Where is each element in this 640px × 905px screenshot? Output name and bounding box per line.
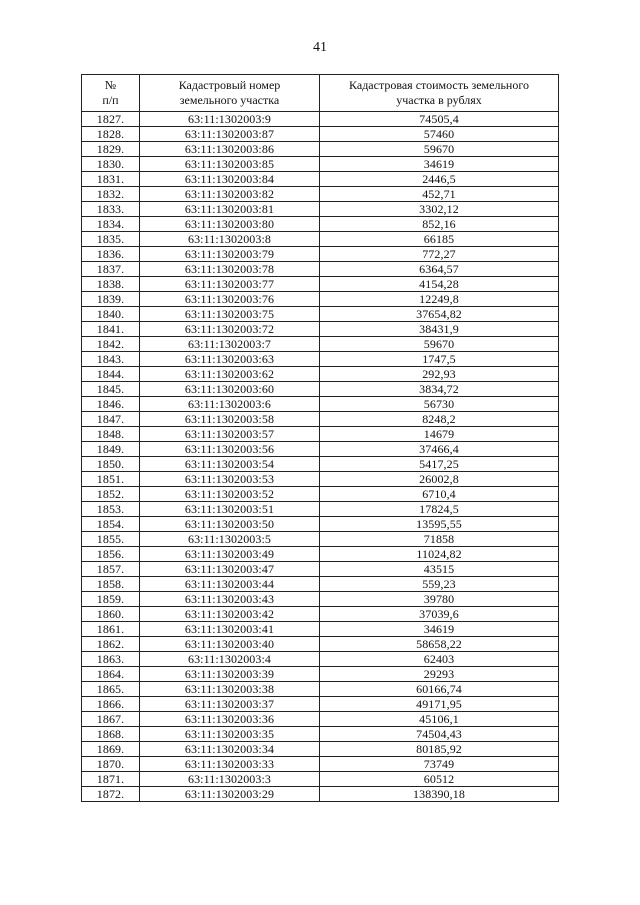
cadastral-value-cell: 6710,4 [320, 487, 559, 502]
row-number-cell: 1848. [82, 427, 140, 442]
row-number-cell: 1871. [82, 772, 140, 787]
page-number: 41 [313, 40, 327, 55]
header-cadastral-value [320, 75, 559, 112]
cadastral-number-cell: 63:11:1302003:47 [140, 562, 320, 577]
row-number-cell: 1832. [82, 187, 140, 202]
table-row [82, 652, 559, 667]
row-number-cell: 1839. [82, 292, 140, 307]
row-number-cell: 1866. [82, 697, 140, 712]
cadastral-value-cell: 8248,2 [320, 412, 559, 427]
cadastral-number-cell: 63:11:1302003:33 [140, 757, 320, 772]
cadastral-number-cell: 63:11:1302003:77 [140, 277, 320, 292]
row-number-cell: 1851. [82, 472, 140, 487]
cadastral-value-cell: 60512 [320, 772, 559, 787]
table-header [82, 75, 559, 112]
row-number-cell: 1843. [82, 352, 140, 367]
table-row [82, 667, 559, 682]
table-row [82, 172, 559, 187]
cadastral-value-cell: 43515 [320, 562, 559, 577]
cadastral-value-cell: 138390,18 [320, 787, 559, 802]
table-row [82, 787, 559, 802]
row-number-cell: 1863. [82, 652, 140, 667]
cadastral-number-cell: 63:11:1302003:43 [140, 592, 320, 607]
cadastral-number-cell: 63:11:1302003:82 [140, 187, 320, 202]
row-number-cell: 1864. [82, 667, 140, 682]
row-number-cell: 1833. [82, 202, 140, 217]
cadastral-number-cell: 63:11:1302003:8 [140, 232, 320, 247]
header-cadastral-number-line1: Кадастровый номер [178, 78, 281, 92]
cadastral-number-cell: 63:11:1302003:56 [140, 442, 320, 457]
table-row [82, 217, 559, 232]
cadastral-number-cell: 63:11:1302003:87 [140, 127, 320, 142]
row-number-cell: 1837. [82, 262, 140, 277]
row-number-cell: 1849. [82, 442, 140, 457]
table-row [82, 247, 559, 262]
row-number-cell: 1834. [82, 217, 140, 232]
table-row [82, 472, 559, 487]
table-row [82, 532, 559, 547]
table-row [82, 187, 559, 202]
cadastral-number-cell: 63:11:1302003:80 [140, 217, 320, 232]
cadastral-value-cell: 74505,4 [320, 112, 559, 127]
cadastral-number-cell: 63:11:1302003:38 [140, 682, 320, 697]
table-row [82, 427, 559, 442]
cadastral-number-cell: 63:11:1302003:53 [140, 472, 320, 487]
cadastral-number-cell: 63:11:1302003:52 [140, 487, 320, 502]
cadastral-value-cell: 62403 [320, 652, 559, 667]
cadastral-number-cell: 63:11:1302003:41 [140, 622, 320, 637]
cadastral-value-cell: 14679 [320, 427, 559, 442]
cadastral-number-cell: 63:11:1302003:79 [140, 247, 320, 262]
cadastral-value-cell: 11024,82 [320, 547, 559, 562]
table-row [82, 622, 559, 637]
table-row [82, 262, 559, 277]
cadastral-value-cell: 3834,72 [320, 382, 559, 397]
header-row-number-line1: № [104, 78, 117, 92]
cadastral-value-cell: 56730 [320, 397, 559, 412]
header-row-number [82, 75, 140, 112]
table-row [82, 142, 559, 157]
row-number-cell: 1868. [82, 727, 140, 742]
cadastral-value-cell: 5417,25 [320, 457, 559, 472]
row-number-cell: 1840. [82, 307, 140, 322]
cadastral-value-cell: 49171,95 [320, 697, 559, 712]
row-number-cell: 1869. [82, 742, 140, 757]
row-number-cell: 1835. [82, 232, 140, 247]
table-row [82, 292, 559, 307]
cadastral-number-cell: 63:11:1302003:54 [140, 457, 320, 472]
row-number-cell: 1845. [82, 382, 140, 397]
cadastral-value-table [81, 74, 559, 802]
row-number-cell: 1852. [82, 487, 140, 502]
cadastral-value-cell: 17824,5 [320, 502, 559, 517]
row-number-cell: 1860. [82, 607, 140, 622]
cadastral-value-cell: 292,93 [320, 367, 559, 382]
table-row [82, 712, 559, 727]
table-row [82, 727, 559, 742]
row-number-cell: 1827. [82, 112, 140, 127]
cadastral-value-cell: 1747,5 [320, 352, 559, 367]
cadastral-value-cell: 59670 [320, 337, 559, 352]
cadastral-number-cell: 63:11:1302003:9 [140, 112, 320, 127]
cadastral-number-cell: 63:11:1302003:86 [140, 142, 320, 157]
table-row [82, 637, 559, 652]
table-row [82, 322, 559, 337]
cadastral-value-cell: 29293 [320, 667, 559, 682]
row-number-cell: 1861. [82, 622, 140, 637]
table-row [82, 337, 559, 352]
table-row [82, 442, 559, 457]
cadastral-number-cell: 63:11:1302003:58 [140, 412, 320, 427]
row-number-cell: 1859. [82, 592, 140, 607]
cadastral-number-cell: 63:11:1302003:84 [140, 172, 320, 187]
cadastral-number-cell: 63:11:1302003:4 [140, 652, 320, 667]
cadastral-value-cell: 37466,4 [320, 442, 559, 457]
header-cadastral-number [140, 75, 320, 112]
cadastral-number-cell: 63:11:1302003:42 [140, 607, 320, 622]
cadastral-value-cell: 73749 [320, 757, 559, 772]
cadastral-number-cell: 63:11:1302003:51 [140, 502, 320, 517]
cadastral-value-cell: 38431,9 [320, 322, 559, 337]
cadastral-number-cell: 63:11:1302003:81 [140, 202, 320, 217]
table-row [82, 577, 559, 592]
cadastral-value-cell: 12249,8 [320, 292, 559, 307]
cadastral-number-cell: 63:11:1302003:44 [140, 577, 320, 592]
header-cadastral-number-line2: земельного участка [179, 93, 280, 107]
cadastral-number-cell: 63:11:1302003:7 [140, 337, 320, 352]
cadastral-number-cell: 63:11:1302003:39 [140, 667, 320, 682]
row-number-cell: 1857. [82, 562, 140, 577]
cadastral-number-cell: 63:11:1302003:3 [140, 772, 320, 787]
row-number-cell: 1870. [82, 757, 140, 772]
row-number-cell: 1865. [82, 682, 140, 697]
cadastral-number-cell: 63:11:1302003:40 [140, 637, 320, 652]
cadastral-number-cell: 63:11:1302003:36 [140, 712, 320, 727]
row-number-cell: 1836. [82, 247, 140, 262]
row-number-cell: 1842. [82, 337, 140, 352]
row-number-cell: 1846. [82, 397, 140, 412]
cadastral-number-cell: 63:11:1302003:49 [140, 547, 320, 562]
row-number-cell: 1862. [82, 637, 140, 652]
header-cadastral-value-line1: Кадастровая стоимость земельного [349, 78, 529, 92]
row-number-cell: 1841. [82, 322, 140, 337]
cadastral-number-cell: 63:11:1302003:63 [140, 352, 320, 367]
row-number-cell: 1829. [82, 142, 140, 157]
row-number-cell: 1856. [82, 547, 140, 562]
table-row [82, 487, 559, 502]
cadastral-value-cell: 2446,5 [320, 172, 559, 187]
cadastral-number-cell: 63:11:1302003:6 [140, 397, 320, 412]
cadastral-number-cell: 63:11:1302003:37 [140, 697, 320, 712]
cadastral-number-cell: 63:11:1302003:62 [140, 367, 320, 382]
row-number-cell: 1828. [82, 127, 140, 142]
table-row [82, 772, 559, 787]
cadastral-value-cell: 71858 [320, 532, 559, 547]
table-row [82, 697, 559, 712]
cadastral-value-cell: 39780 [320, 592, 559, 607]
table-row [82, 367, 559, 382]
cadastral-number-cell: 63:11:1302003:57 [140, 427, 320, 442]
cadastral-number-cell: 63:11:1302003:78 [140, 262, 320, 277]
cadastral-value-cell: 59670 [320, 142, 559, 157]
table-row [82, 397, 559, 412]
cadastral-value-cell: 37654,82 [320, 307, 559, 322]
row-number-cell: 1831. [82, 172, 140, 187]
row-number-cell: 1844. [82, 367, 140, 382]
cadastral-value-cell: 37039,6 [320, 607, 559, 622]
cadastral-value-cell: 58658,22 [320, 637, 559, 652]
cadastral-value-cell: 772,27 [320, 247, 559, 262]
row-number-cell: 1847. [82, 412, 140, 427]
cadastral-value-cell: 80185,92 [320, 742, 559, 757]
table-row [82, 112, 559, 127]
table-row [82, 517, 559, 532]
table-row [82, 157, 559, 172]
cadastral-value-cell: 45106,1 [320, 712, 559, 727]
table-row [82, 127, 559, 142]
row-number-cell: 1872. [82, 787, 140, 802]
row-number-cell: 1854. [82, 517, 140, 532]
table-row [82, 607, 559, 622]
cadastral-value-cell: 3302,12 [320, 202, 559, 217]
table-row [82, 412, 559, 427]
cadastral-number-cell: 63:11:1302003:75 [140, 307, 320, 322]
cadastral-value-cell: 34619 [320, 622, 559, 637]
cadastral-value-cell: 559,23 [320, 577, 559, 592]
cadastral-value-cell: 57460 [320, 127, 559, 142]
table-row [82, 592, 559, 607]
row-number-cell: 1867. [82, 712, 140, 727]
cadastral-value-cell: 34619 [320, 157, 559, 172]
cadastral-value-cell: 452,71 [320, 187, 559, 202]
cadastral-number-cell: 63:11:1302003:35 [140, 727, 320, 742]
row-number-cell: 1850. [82, 457, 140, 472]
cadastral-value-cell: 852,16 [320, 217, 559, 232]
cadastral-value-cell: 60166,74 [320, 682, 559, 697]
table-row [82, 202, 559, 217]
table-row [82, 277, 559, 292]
table-row [82, 352, 559, 367]
cadastral-number-cell: 63:11:1302003:5 [140, 532, 320, 547]
cadastral-number-cell: 63:11:1302003:34 [140, 742, 320, 757]
row-number-cell: 1830. [82, 157, 140, 172]
cadastral-value-cell: 6364,57 [320, 262, 559, 277]
cadastral-number-cell: 63:11:1302003:85 [140, 157, 320, 172]
cadastral-value-cell: 26002,8 [320, 472, 559, 487]
cadastral-number-cell: 63:11:1302003:76 [140, 292, 320, 307]
table-row [82, 682, 559, 697]
table-row [82, 742, 559, 757]
header-row [82, 75, 559, 112]
cadastral-number-cell: 63:11:1302003:29 [140, 787, 320, 802]
table-body [82, 112, 559, 802]
cadastral-value-cell: 74504,43 [320, 727, 559, 742]
table-row [82, 757, 559, 772]
cadastral-value-cell: 4154,28 [320, 277, 559, 292]
table-row [82, 502, 559, 517]
cadastral-number-cell: 63:11:1302003:50 [140, 517, 320, 532]
table-row [82, 457, 559, 472]
cadastral-number-cell: 63:11:1302003:60 [140, 382, 320, 397]
row-number-cell: 1858. [82, 577, 140, 592]
cadastral-number-cell: 63:11:1302003:72 [140, 322, 320, 337]
table-row [82, 307, 559, 322]
cadastral-value-cell: 66185 [320, 232, 559, 247]
cadastral-value-cell: 13595,55 [320, 517, 559, 532]
table-row [82, 382, 559, 397]
table-row [82, 232, 559, 247]
row-number-cell: 1855. [82, 532, 140, 547]
table-row [82, 562, 559, 577]
row-number-cell: 1838. [82, 277, 140, 292]
header-row-number-line2: п/п [102, 93, 119, 107]
table-row [82, 547, 559, 562]
header-cadastral-value-line2: участка в рублях [396, 93, 482, 107]
row-number-cell: 1853. [82, 502, 140, 517]
